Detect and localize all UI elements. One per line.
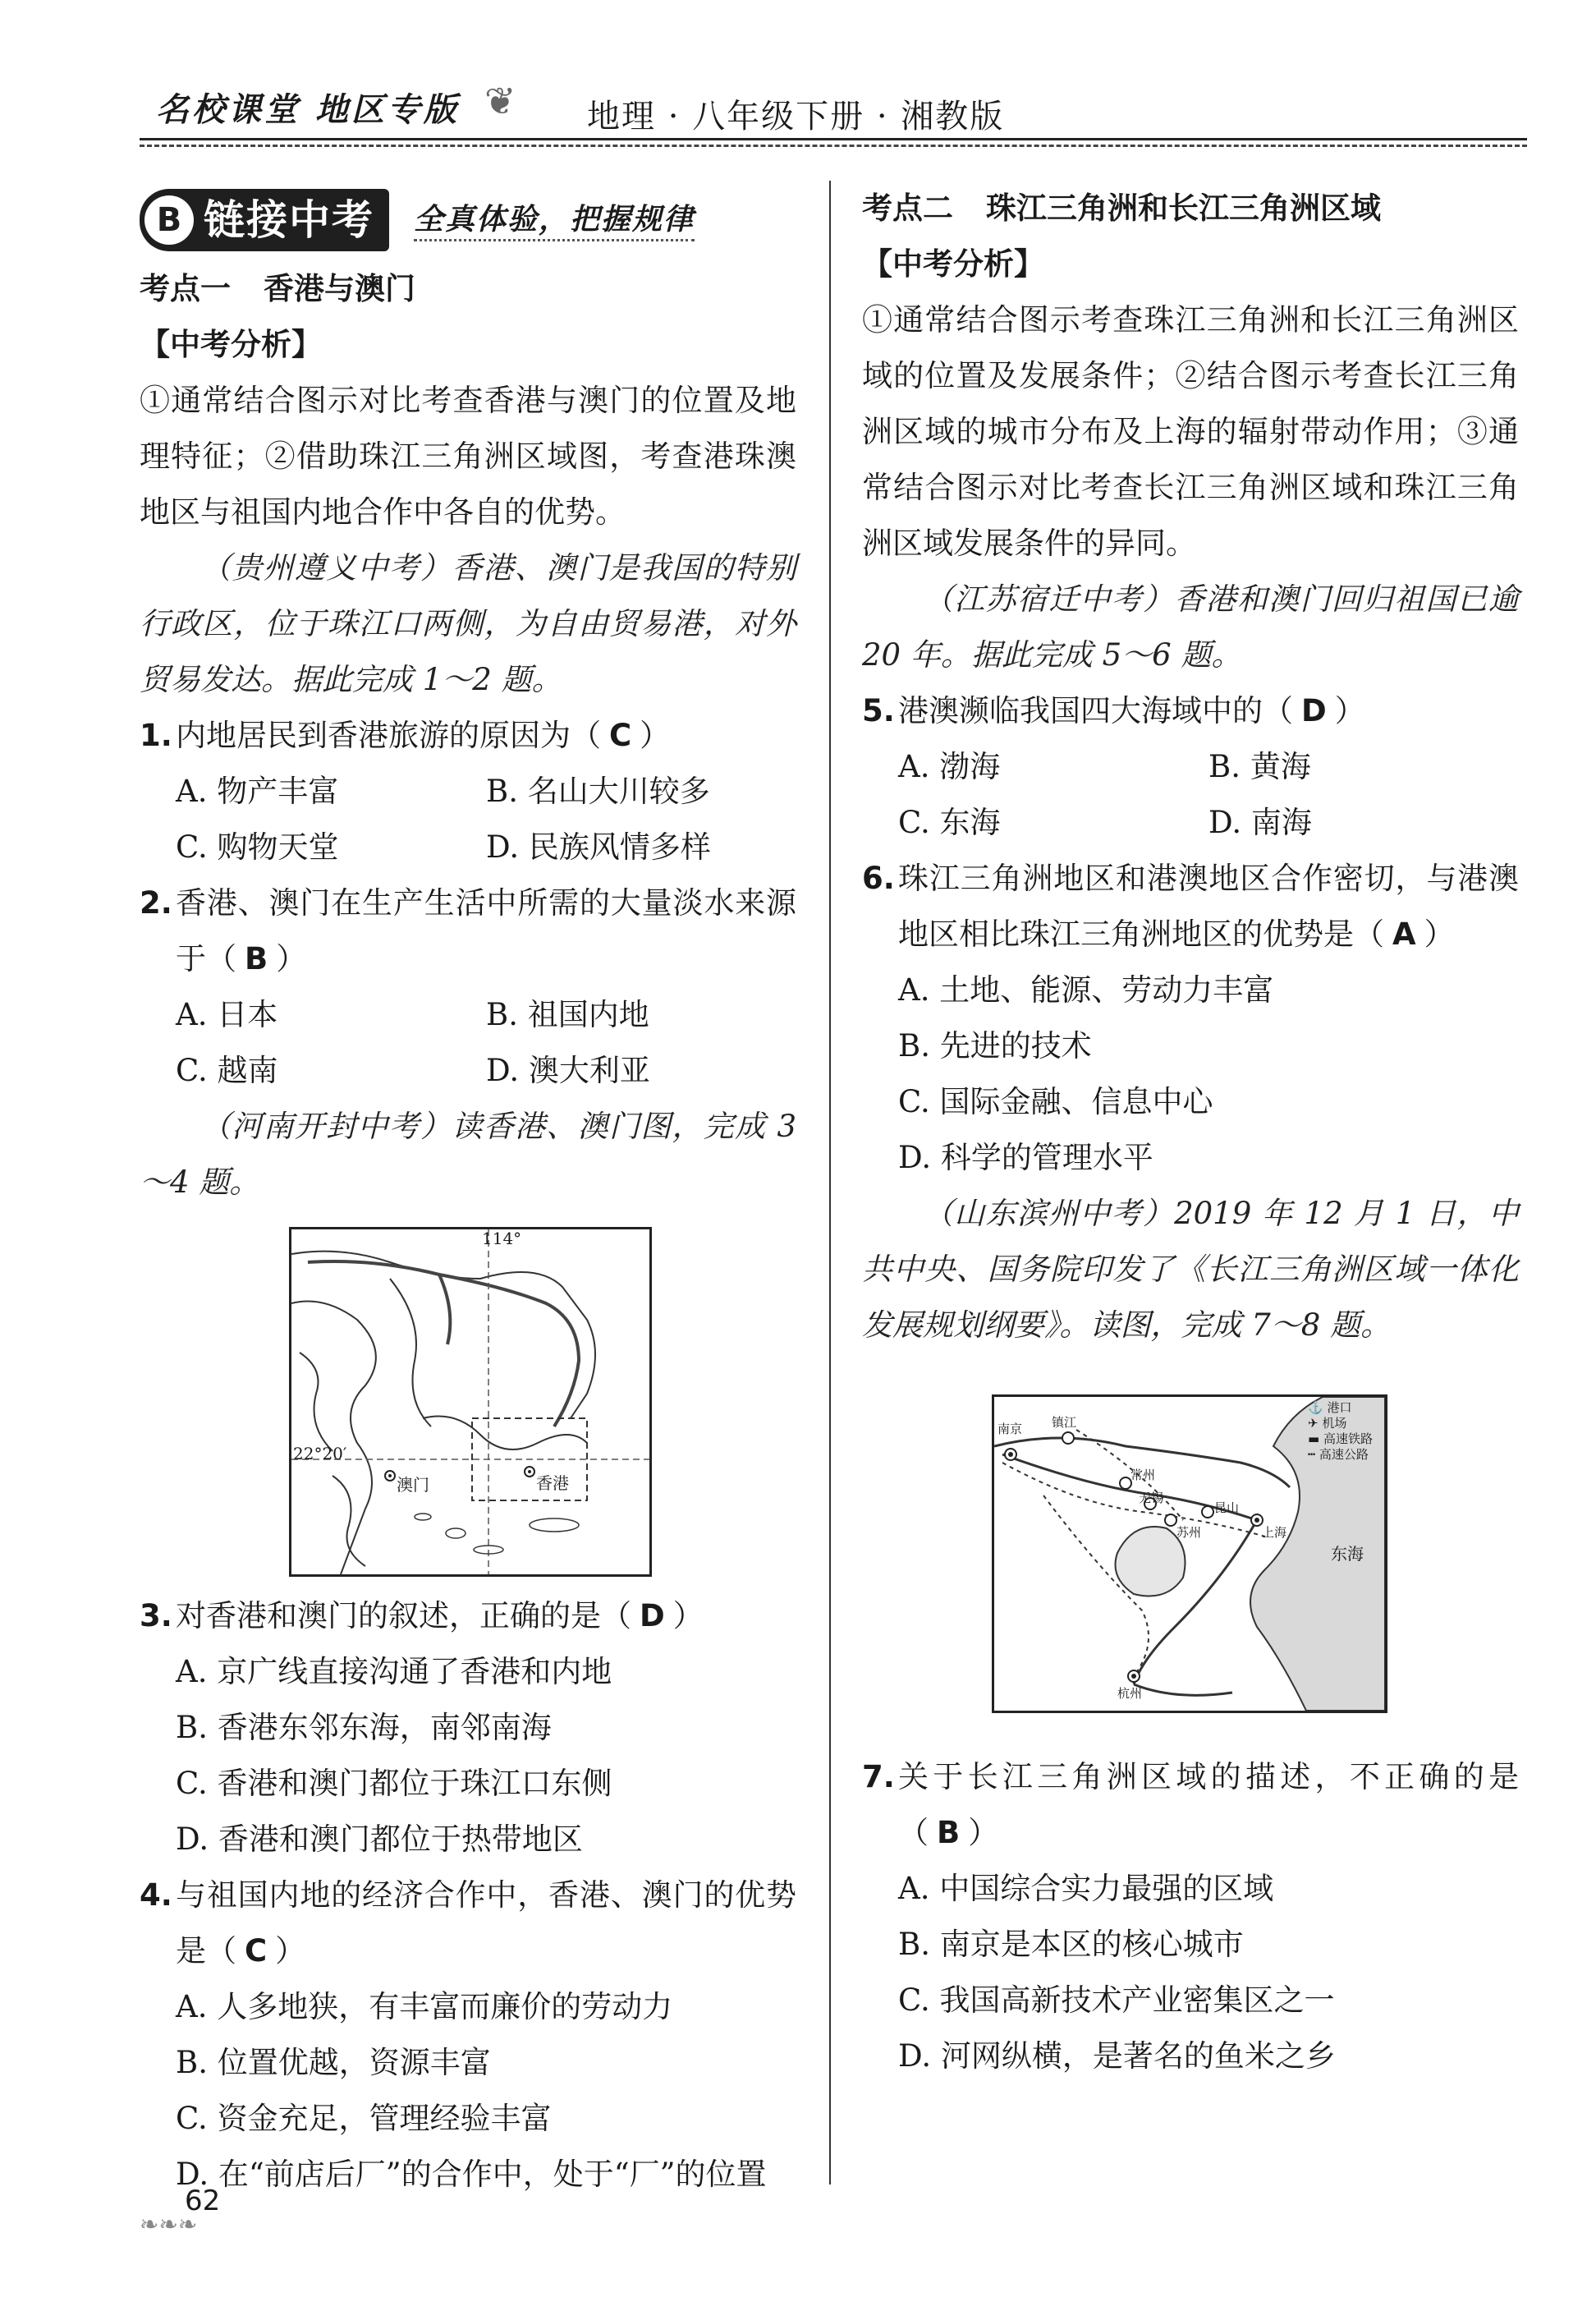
kp1-title: 香港与澳门 — [264, 271, 415, 306]
paren-close: ） — [275, 1933, 306, 1969]
answer: A — [1392, 917, 1416, 952]
option: B. 黄海 — [1208, 749, 1311, 784]
map1-lat-label: 22°20′ — [293, 1444, 347, 1463]
option: C. 国际金融、信息中心 — [898, 1084, 1213, 1119]
options-row — [140, 764, 796, 820]
paren-close: ） — [1424, 917, 1455, 952]
kp1-analysis-label: 【中考分析】 — [140, 327, 322, 362]
answer: B — [245, 941, 268, 976]
option: B. 名山大川较多 — [486, 774, 710, 809]
question-number: 4. — [140, 1877, 172, 1913]
question-4 — [140, 1867, 796, 1979]
section-title: 链接中考 — [204, 195, 374, 244]
question-stem: 香港、澳门在生产生活中所需的大量淡水来源于（ — [176, 885, 796, 976]
kp2-analysis-label: 【中考分析】 — [862, 246, 1044, 282]
option: D. 澳大利亚 — [486, 1053, 650, 1088]
hk-macau-map-drawing — [291, 1229, 649, 1574]
question-7 — [862, 1749, 1519, 1861]
kp2-intro1: （江苏宿迁中考）香港和澳门回归祖国已逾 20 年。据此完成 5～6 题。 — [862, 581, 1519, 673]
kp1-analysis: ①通常结合图示对比考查香港与澳门的位置及地理特征；②借助珠江三角洲区域图，考查港珠澳地区与祖国内地合作中各自的优势。 — [140, 383, 796, 530]
kp2-label: 考点二 — [862, 191, 953, 226]
footer-ornament-icon: ❧❧❧ — [140, 2211, 198, 2238]
question-stem: 对香港和澳门的叙述，正确的是（ — [176, 1598, 631, 1633]
question-stem: 内地居民到香港旅游的原因为（ — [176, 718, 601, 753]
option: D. 南海 — [1208, 805, 1312, 840]
city-zhenjiang: 镇江 — [1052, 1415, 1077, 1430]
kp2-title: 珠江三角洲和长江三角洲区域 — [986, 191, 1381, 226]
question-stem: 港澳濒临我国四大海域中的（ — [898, 693, 1293, 728]
legend-railway: ▬ 高速铁路 — [1308, 1431, 1373, 1446]
answer: B — [937, 1815, 961, 1850]
option: A. 京广线直接沟通了香港和内地 — [176, 1654, 612, 1689]
map1-hongkong-label: 香港 — [536, 1473, 569, 1493]
option: A. 人多地狭，有丰富而廉价的劳动力 — [176, 1989, 673, 2024]
header-rule — [140, 138, 1527, 140]
option: C. 资金充足，管理经验丰富 — [176, 2101, 552, 2136]
legend-port: ⚓ 港口 — [1308, 1400, 1352, 1415]
option: C. 香港和澳门都位于珠江口东侧 — [176, 1766, 612, 1801]
question-1 — [140, 708, 796, 764]
series-title: 名校课堂 地区专版 — [156, 90, 460, 129]
options-row — [140, 820, 796, 875]
option: D. 河网纵横，是著名的鱼米之乡 — [898, 2038, 1336, 2074]
option: D. 民族风情多样 — [486, 829, 711, 865]
answer: C — [245, 1933, 268, 1969]
city-kunshan: 昆山 — [1214, 1500, 1240, 1515]
section-badge — [140, 187, 796, 253]
paren-close: ） — [672, 1598, 704, 1633]
paren-close: ） — [968, 1815, 999, 1850]
right-column — [862, 181, 1519, 2084]
kp2-heading — [862, 181, 1519, 237]
option: B. 位置优越，资源丰富 — [176, 2045, 491, 2080]
left-column — [140, 187, 796, 2203]
kp1-heading — [140, 261, 796, 317]
column-divider — [829, 181, 831, 2184]
option: A. 物产丰富 — [176, 774, 339, 809]
city-suzhou: 苏州 — [1176, 1525, 1202, 1540]
options-row — [140, 1043, 796, 1099]
city-shanghai: 上海 — [1262, 1525, 1287, 1540]
option: C. 我国高新技术产业密集区之一 — [898, 1982, 1335, 2018]
question-stem: 关于长江三角洲区域的描述，不正确的是（ — [898, 1759, 1519, 1850]
book-title: 地理 · 八年级下册 · 湘教版 — [587, 98, 1005, 136]
options-row — [862, 739, 1519, 795]
option: C. 购物天堂 — [176, 829, 339, 865]
legend-highway: ┅ 高速公路 — [1308, 1447, 1369, 1462]
question-2 — [140, 875, 796, 987]
option: B. 南京是本区的核心城市 — [898, 1927, 1244, 1962]
city-hangzhou: 杭州 — [1117, 1686, 1143, 1701]
city-nanjing: 南京 — [998, 1422, 1023, 1436]
map1-macau-label: 澳门 — [397, 1475, 429, 1495]
page-number: 62 — [185, 2184, 221, 2217]
map2-legend — [1308, 1400, 1382, 1463]
answer: D — [640, 1598, 665, 1633]
question-number: 3. — [140, 1598, 172, 1633]
options-row — [862, 795, 1519, 851]
paren-close: ） — [276, 941, 307, 976]
option: B. 祖国内地 — [486, 997, 649, 1032]
option: A. 土地、能源、劳动力丰富 — [898, 972, 1274, 1008]
option: A. 渤海 — [898, 749, 1001, 784]
header-ornament-icon: ❦ — [484, 79, 516, 123]
paren-close: ） — [1334, 693, 1365, 728]
question-number: 1. — [140, 718, 172, 753]
kp1-intro1: （贵州遵义中考）香港、澳门是我国的特别行政区，位于珠江口两侧，为自由贸易港，对外贸易发达。据此完成 1～2 题。 — [140, 550, 796, 697]
option: B. 香港东邻东海，南邻南海 — [176, 1710, 552, 1745]
question-3 — [140, 1588, 796, 1644]
kp1-intro2: （河南开封中考）读香港、澳门图，完成 3～4 题。 — [140, 1109, 796, 1200]
paren-close: ） — [640, 718, 671, 753]
yangtze-delta-map — [992, 1394, 1387, 1713]
option: A. 日本 — [176, 997, 278, 1032]
city-wuxi: 无锡 — [1139, 1491, 1164, 1505]
option: A. 中国综合实力最强的区域 — [898, 1871, 1274, 1906]
section-slogan: 全真体验，把握规律 — [414, 200, 695, 241]
section-letter: B — [144, 195, 194, 245]
map1-lon-label: 114° — [482, 1229, 522, 1248]
option: D. 科学的管理水平 — [898, 1140, 1153, 1175]
header-dashed-rule — [140, 145, 1527, 147]
kp2-intro2: （山东滨州中考）2019 年 12 月 1 日，中共中央、国务院印发了《长江三角洲区域一体化发展规划纲要》。读图，完成 7～8 题。 — [862, 1196, 1519, 1343]
option: B. 先进的技术 — [898, 1028, 1092, 1064]
option: D. 在“前店后厂”的合作中，处于“厂”的位置 — [176, 2157, 767, 2192]
sea-label: 东海 — [1331, 1544, 1364, 1564]
question-number: 7. — [862, 1759, 895, 1794]
question-6 — [862, 851, 1519, 962]
city-changzhou: 常州 — [1130, 1468, 1156, 1482]
question-5 — [862, 683, 1519, 739]
question-number: 6. — [862, 861, 895, 896]
options-row — [140, 987, 796, 1043]
answer: C — [609, 718, 632, 753]
question-number: 5. — [862, 693, 895, 728]
option: C. 越南 — [176, 1053, 278, 1088]
kp2-analysis: ①通常结合图示考查珠江三角洲和长江三角洲区域的位置及发展条件；②结合图示考查长江三角洲区域的城市分布及上海的辐射带动作用；③通常结合图示对比考查长江三角洲区域和珠江三角洲区域发展条件的异同。 — [862, 302, 1519, 561]
question-number: 2. — [140, 885, 172, 921]
question-stem: 与祖国内地的经济合作中，香港、澳门的优势是（ — [176, 1877, 796, 1969]
hk-macau-map — [289, 1227, 652, 1577]
option: D. 香港和澳门都位于热带地区 — [176, 1822, 583, 1857]
question-stem: 珠江三角洲地区和港澳地区合作密切，与港澳地区相比珠江三角洲地区的优势是（ — [898, 861, 1519, 952]
kp1-label: 考点一 — [140, 271, 231, 306]
legend-airport: ✈ 机场 — [1308, 1416, 1347, 1431]
answer: D — [1301, 693, 1327, 728]
section-badge-box — [140, 189, 389, 251]
option: C. 东海 — [898, 805, 1001, 840]
